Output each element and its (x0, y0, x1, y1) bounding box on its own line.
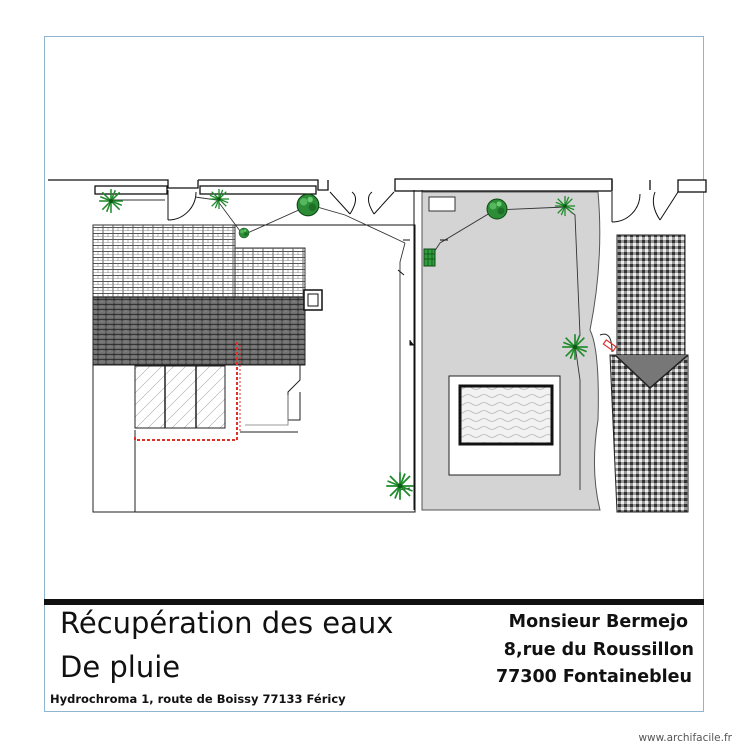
roof-annex (235, 248, 305, 298)
plant-1 (99, 189, 123, 213)
shrub-1 (297, 194, 319, 216)
company-address: Hydrochroma 1, route de Boissy 77133 Féricy (50, 692, 346, 706)
pool-basin (460, 386, 552, 444)
plant-4 (562, 334, 588, 360)
roof-main (93, 225, 235, 297)
client-name: Monsieur Bermejo (508, 612, 688, 632)
roof-lower (93, 297, 305, 365)
client-city: 77300 Fontainebleu (495, 667, 692, 687)
boundary-wall (48, 179, 706, 194)
plant-5 (386, 472, 414, 500)
plant-3 (555, 196, 575, 216)
shrub-2 (239, 228, 249, 238)
project-title: Récupération des eaux (60, 606, 394, 640)
veranda-glass (135, 366, 225, 428)
neighbour-roof (600, 235, 688, 512)
title-block-rule (44, 599, 704, 605)
terrace-step (429, 197, 455, 211)
rainwater-tank (424, 249, 435, 266)
pool (449, 376, 560, 475)
plant-2 (209, 189, 229, 209)
client-street: 8,rue du Roussillon (503, 640, 694, 660)
house (93, 225, 415, 512)
project-title-line-2: De pluie (60, 650, 181, 684)
watermark[interactable]: www.archifacile.fr (638, 732, 732, 744)
chimney (304, 290, 322, 310)
shrub-3 (487, 199, 507, 219)
